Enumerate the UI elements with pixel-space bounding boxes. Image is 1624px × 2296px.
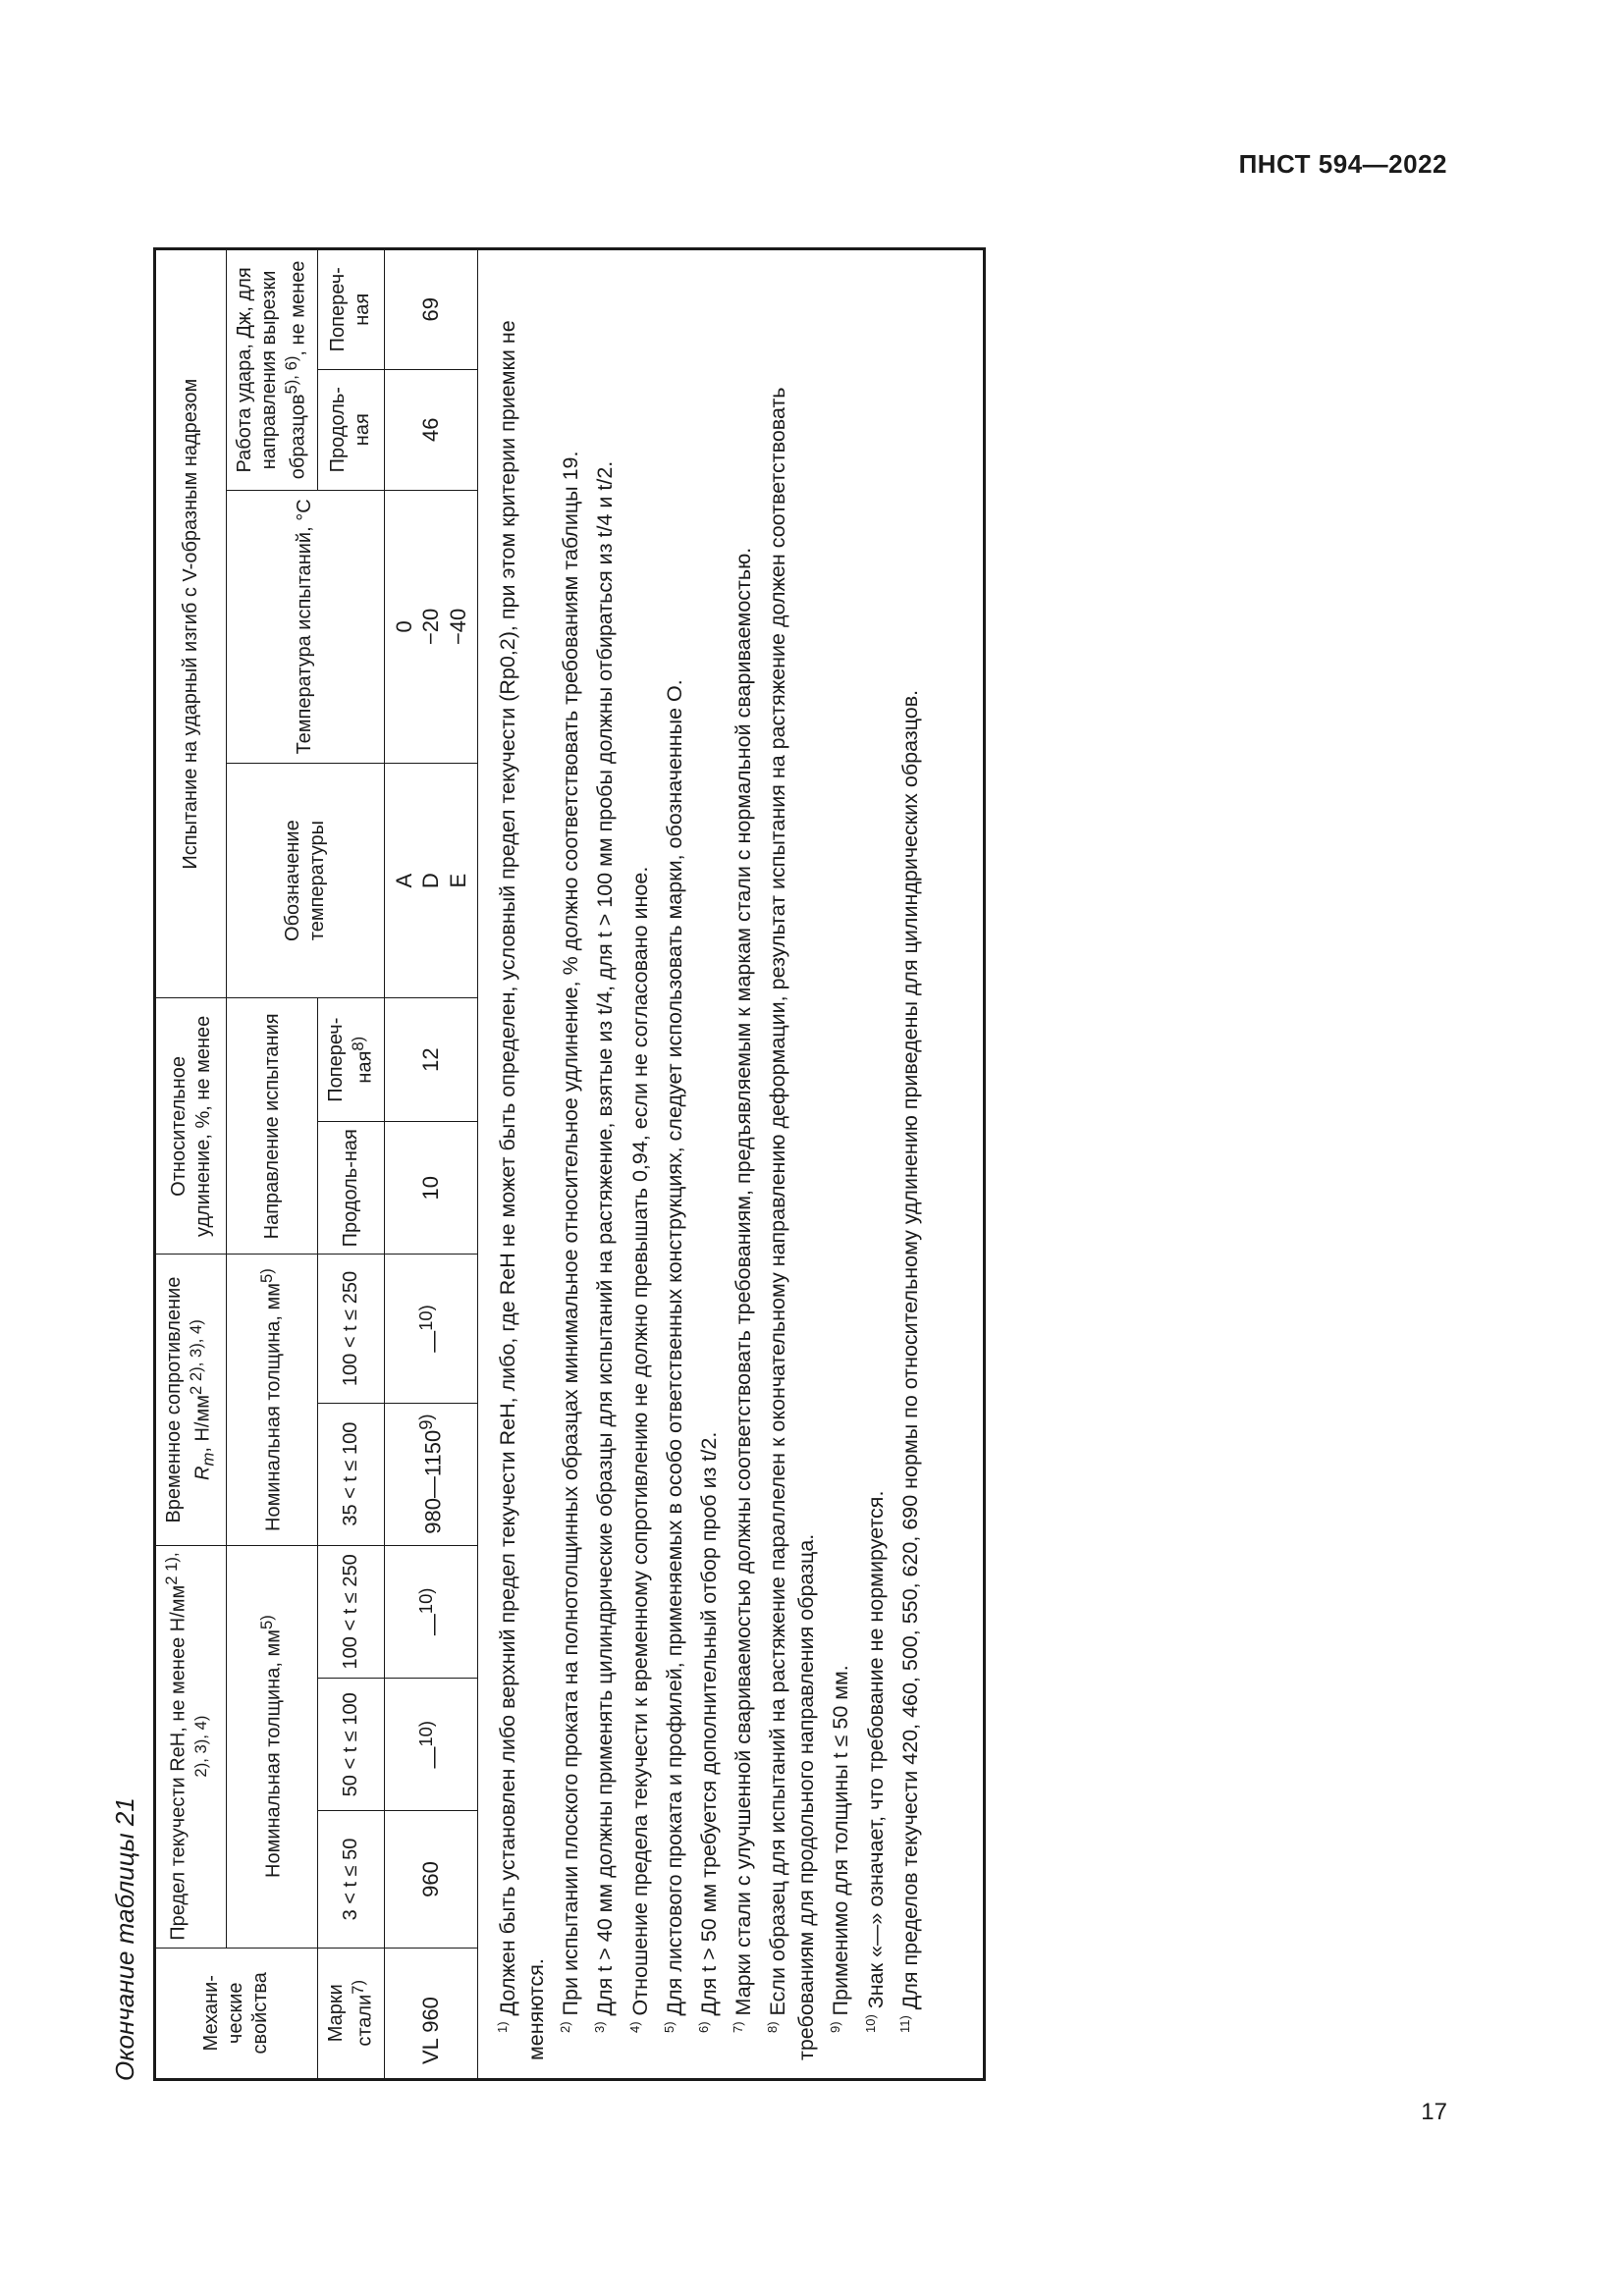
header-row-1 xyxy=(156,250,227,2078)
test-temp-header: Температура испытаний, °С xyxy=(227,490,384,763)
yield-range-3: 100 < t ≤ 250 xyxy=(317,1545,384,1678)
footnote: $^{10)}$ Знак «—» означает, что требование не нормируется. xyxy=(862,1490,888,2033)
yield-value-1: 960 xyxy=(384,1811,478,1948)
test-temp-values: 0 −20 −40 xyxy=(384,490,478,763)
table-row xyxy=(384,250,478,2078)
tensile-thickness-header: Номинальная толщина, $мм^{5)}$ xyxy=(227,1255,318,1545)
steel-grade-value: VL 960 xyxy=(384,1948,478,2078)
footnote: $^{7)}$ Марки стали с улучшенной свариваемостью должны соответствовать требованиям, предъявляемым к маркам стали с нормальной свариваемостью. xyxy=(731,547,756,2033)
impact-long-header: Продоль-ная xyxy=(317,369,384,490)
footnote: $^{6)}$ Для t > 50 мм требуется дополнительный отбор проб из t/2. xyxy=(695,1431,722,2033)
elongation-header: Относительное удлинение, %, не менее xyxy=(156,998,227,1255)
rotated-table-block xyxy=(110,226,994,2081)
properties-table xyxy=(156,250,478,2078)
tensile-header: Временное сопротивление $R_m$, $Н/мм^{2 2), 3), 4)}$ xyxy=(156,1255,227,1545)
yield-range-1: 3 < t ≤ 50 xyxy=(317,1811,384,1948)
tensile-value-2: —$^{10)}$ xyxy=(384,1255,478,1403)
temp-designation-header: Обозначение температуры xyxy=(227,763,384,997)
footnote: $^{4)}$ Отношение предела текучести к временному сопротивлению не должно превышать 0,94, если не согласовано иное. xyxy=(626,866,652,2033)
impact-work-header: Работа удара, Дж, для направления вырезки образцов$^{5), 6)}$, не менее xyxy=(227,250,318,490)
tensile-range-2: 100 < t ≤ 250 xyxy=(317,1255,384,1403)
table-frame xyxy=(153,247,986,2081)
yield-value-2: —$^{10)}$ xyxy=(384,1679,478,1811)
footnote: $^{11)}$ Для пределов текучести 420, 460, 500, 550, 620, 690 нормы по относительному удлинению приведены для цилиндрических образцов. xyxy=(896,689,922,2033)
elongation-trans-header: Попереч-ная$^{8)}$ xyxy=(317,998,384,1122)
mech-props-header: Механи-ческие свойства xyxy=(156,1948,317,2078)
impact-long-value: 46 xyxy=(384,369,478,490)
footnote: $^{1)}$ Должен быть установлен либо верхний предел текучести ReH, либо, где ReH не может быть определен, условный предел текучести (Rp0,2), при этом критерии приемки не меняются. xyxy=(495,320,549,2060)
footnote: $^{5)}$ Для листового проката и профилей, применяемых в особо ответственных конструкциях, следует использовать марки, обозначенные О. xyxy=(661,679,686,2033)
yield-header: Предел текучести ReH, не менее $Н/мм^{2 1), 2), 3), 4)}$ xyxy=(156,1545,227,1948)
tensile-value-1: 980—1150$^{9)}$ xyxy=(384,1403,478,1545)
footnote: $^{2)}$ При испытании плоского проката на полнотолщинных образцах минимальное относительное удлинение, % должно соответствовать требованиям таблицы 19. xyxy=(558,451,583,2033)
footnote: $^{8)}$ Если образец для испытаний на растяжение параллелен к окончательному направлению деформации, результат испытания на растяжение должен соответствовать требованиям для продольного направления образца. xyxy=(765,387,819,2060)
elongation-direction-header: Направление испытания xyxy=(227,998,318,1255)
elongation-long-value: 10 xyxy=(384,1122,478,1255)
temp-designation-values: A D E xyxy=(384,763,478,997)
yield-range-2: 50 < t ≤ 100 xyxy=(317,1679,384,1811)
document-code: ПНСТ 594—2022 xyxy=(1238,149,1447,179)
header-row-2 xyxy=(227,250,318,2078)
tensile-range-1: 35 < t ≤ 100 xyxy=(317,1403,384,1545)
page-number: 17 xyxy=(1421,2099,1447,2125)
table-caption: Окончание таблицы 21 xyxy=(110,1797,139,2081)
elongation-long-header: Продоль-ная xyxy=(317,1122,384,1255)
footnote: $^{9)}$ Применимо для толщины t ≤ 50 мм. xyxy=(828,1665,853,2033)
impact-trans-value: 69 xyxy=(384,250,478,369)
footnote: $^{3)}$ Для t > 40 мм должны применять цилиндрические образцы для испытаний на растяжение, взятые из t/4, для t > 100 мм пробы должны отбираться из t/4 и t/2. xyxy=(592,460,618,2033)
impact-header: Испытание на ударный изгиб с V-образным надрезом xyxy=(156,250,227,998)
footnotes xyxy=(478,250,925,2078)
yield-thickness-header: Номинальная толщина, $мм^{5)}$ xyxy=(227,1545,318,1948)
elongation-trans-value: 12 xyxy=(384,998,478,1122)
yield-value-3: —$^{10)}$ xyxy=(384,1545,478,1678)
steel-grade-header: Марки стали$^{7)}$ xyxy=(317,1948,384,2078)
impact-trans-header: Попереч-ная xyxy=(317,250,384,369)
